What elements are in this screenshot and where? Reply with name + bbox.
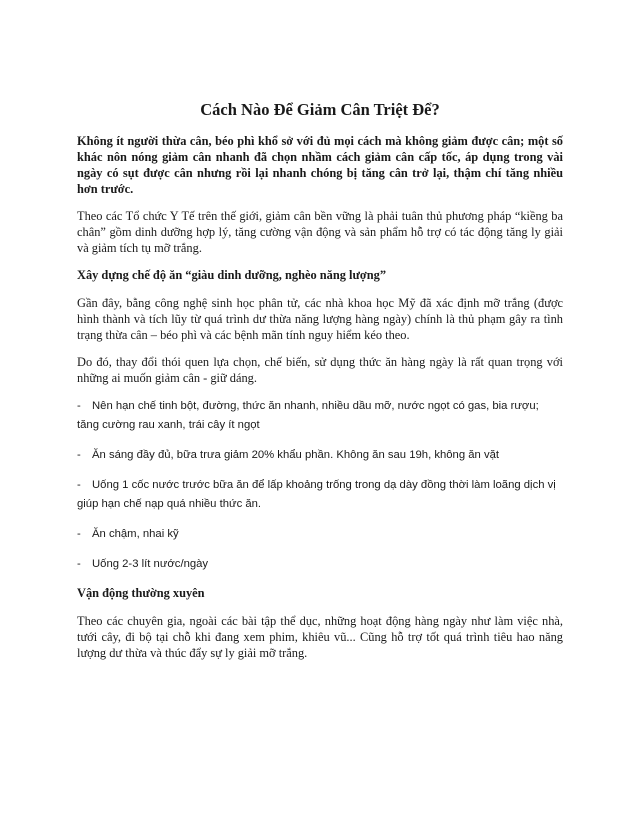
diet-paragraph-1: Gần đây, bằng công nghệ sinh học phân tử, các nhà khoa học Mỹ đã xác định mỡ trắng (được hình thành và tích lũy từ quá trình dư thừa năng lượng hàng ngày) chính là thủ phạm gây ra tình trạng thừa cân – béo phì và các bệnh mãn tính nguy hiểm kéo theo.	[77, 296, 563, 342]
bullet-text: Uống 2-3 lít nước/ngày	[92, 558, 209, 570]
bullet-dash: -	[77, 449, 81, 461]
diet-paragraph-2: Do đó, thay đổi thói quen lựa chọn, chế biến, sử dụng thức ăn hàng ngày là rất quan trọng với những ai muốn giảm cân - giữ dáng.	[77, 355, 563, 385]
intro-paragraph: Theo các Tổ chức Y Tế trên thế giới, giảm cân bền vững là phải tuân thủ phương pháp “kiềng ba chân” gồm dinh dưỡng hợp lý, tăng cường vận động và sản phẩm hỗ trợ có tác động tăng ly giải và giảm tích tụ mỡ trắng.	[77, 209, 563, 255]
bullet-item	[77, 397, 563, 435]
exercise-paragraph: Theo các chuyên gia, ngoài các bài tập thể dục, những hoạt động hàng ngày như làm việc nhà, tưới cây, đi bộ tại chỗ khi đang xem phim, khiêu vũ... Cũng hỗ trợ tốt quá trình tiêu hao năng lượng dư thừa và thúc đẩy sự ly giải mỡ trắng.	[77, 614, 563, 660]
bullet-text: Nên hạn chế tinh bột, đường, thức ăn nhanh, nhiều dầu mỡ, nước ngọt có gas, bia rượu; tăng cường rau xanh, trái cây ít ngọt	[77, 400, 539, 431]
document-page	[77, 100, 563, 672]
bullet-item	[77, 446, 563, 465]
bullet-item	[77, 525, 563, 544]
bullet-item	[77, 476, 563, 514]
bullet-text: Uống 1 cốc nước trước bữa ăn để lấp khoảng trống trong dạ dày đồng thời làm loãng dịch vị giúp hạn chế nạp quá nhiều thức ăn.	[77, 479, 556, 510]
bullet-dash: -	[77, 528, 81, 540]
intro-bold-paragraph: Không ít người thừa cân, béo phì khổ sở với đủ mọi cách mà không giảm được cân; một số khác nôn nóng giảm cân nhanh đã chọn nhầm cách giảm cân cấp tốc, áp dụng trong vài ngày có sụt được cân nhưng rồi lại nhanh chóng bị tăng cân trở lại, thậm chí tăng nhiều hơn trước.	[77, 134, 563, 196]
section-heading-diet: Xây dựng chế độ ăn “giàu dinh dưỡng, nghèo năng lượng”	[77, 268, 387, 282]
document-title: Cách Nào Để Giảm Cân Triệt Để?	[200, 100, 440, 119]
bullet-text: Ăn chậm, nhai kỹ	[92, 528, 179, 540]
section-heading-exercise: Vận động thường xuyên	[77, 586, 205, 600]
bullet-dash: -	[77, 400, 81, 412]
bullet-dash: -	[77, 479, 81, 491]
bullet-item	[77, 555, 563, 574]
bullet-dash: -	[77, 558, 81, 570]
bullet-text: Ăn sáng đầy đủ, bữa trưa giảm 20% khẩu phần. Không ăn sau 19h, không ăn vặt	[92, 449, 500, 461]
